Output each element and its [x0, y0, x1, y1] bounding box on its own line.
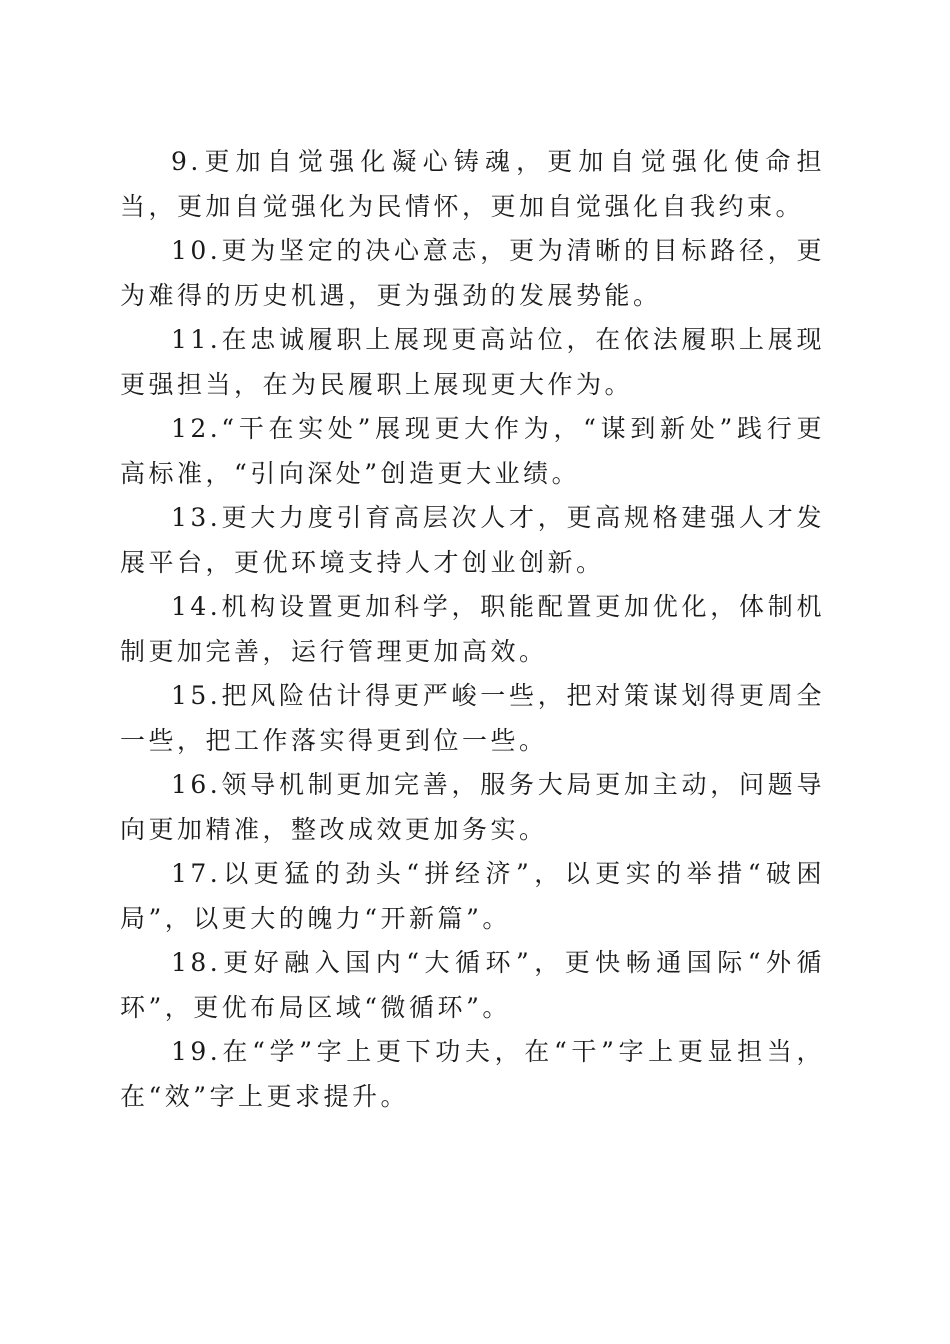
paragraph-17: 17.以更猛的劲头“拼经济”，以更实的举措“破困局”，以更大的魄力“开新篇”。 — [120, 859, 825, 933]
paragraph-13: 13.更大力度引育高层次人才，更高规格建强人才发展平台，更优环境支持人才创业创新。 — [120, 503, 825, 577]
paragraph-11: 11.在忠诚履职上展现更高站位，在依法履职上展现更强担当，在为民履职上展现更大作为。 — [120, 325, 825, 399]
paragraph-9: 9.更加自觉强化凝心铸魂，更加自觉强化使命担当，更加自觉强化为民情怀，更加自觉强化自我约束。 — [120, 147, 825, 221]
paragraph-16: 16.领导机制更加完善，服务大局更加主动，问题导向更加精准，整改成效更加务实。 — [120, 770, 825, 844]
paragraph-12: 12.“干在实处”展现更大作为，“谋到新处”践行更高标准，“引向深处”创造更大业绩。 — [120, 414, 825, 488]
paragraph-10: 10.更为坚定的决心意志，更为清晰的目标路径，更为难得的历史机遇，更为强劲的发展势能。 — [120, 236, 825, 310]
document-body — [120, 140, 825, 1119]
paragraph-18: 18.更好融入国内“大循环”，更快畅通国际“外循环”，更优布局区域“微循环”。 — [120, 948, 825, 1022]
paragraph-14: 14.机构设置更加科学，职能配置更加优化，体制机制更加完善，运行管理更加高效。 — [120, 592, 825, 666]
paragraph-15: 15.把风险估计得更严峻一些，把对策谋划得更周全一些，把工作落实得更到位一些。 — [120, 681, 825, 755]
paragraph-19: 19.在“学”字上更下功夫，在“干”字上更显担当，在“效”字上更求提升。 — [120, 1037, 825, 1111]
